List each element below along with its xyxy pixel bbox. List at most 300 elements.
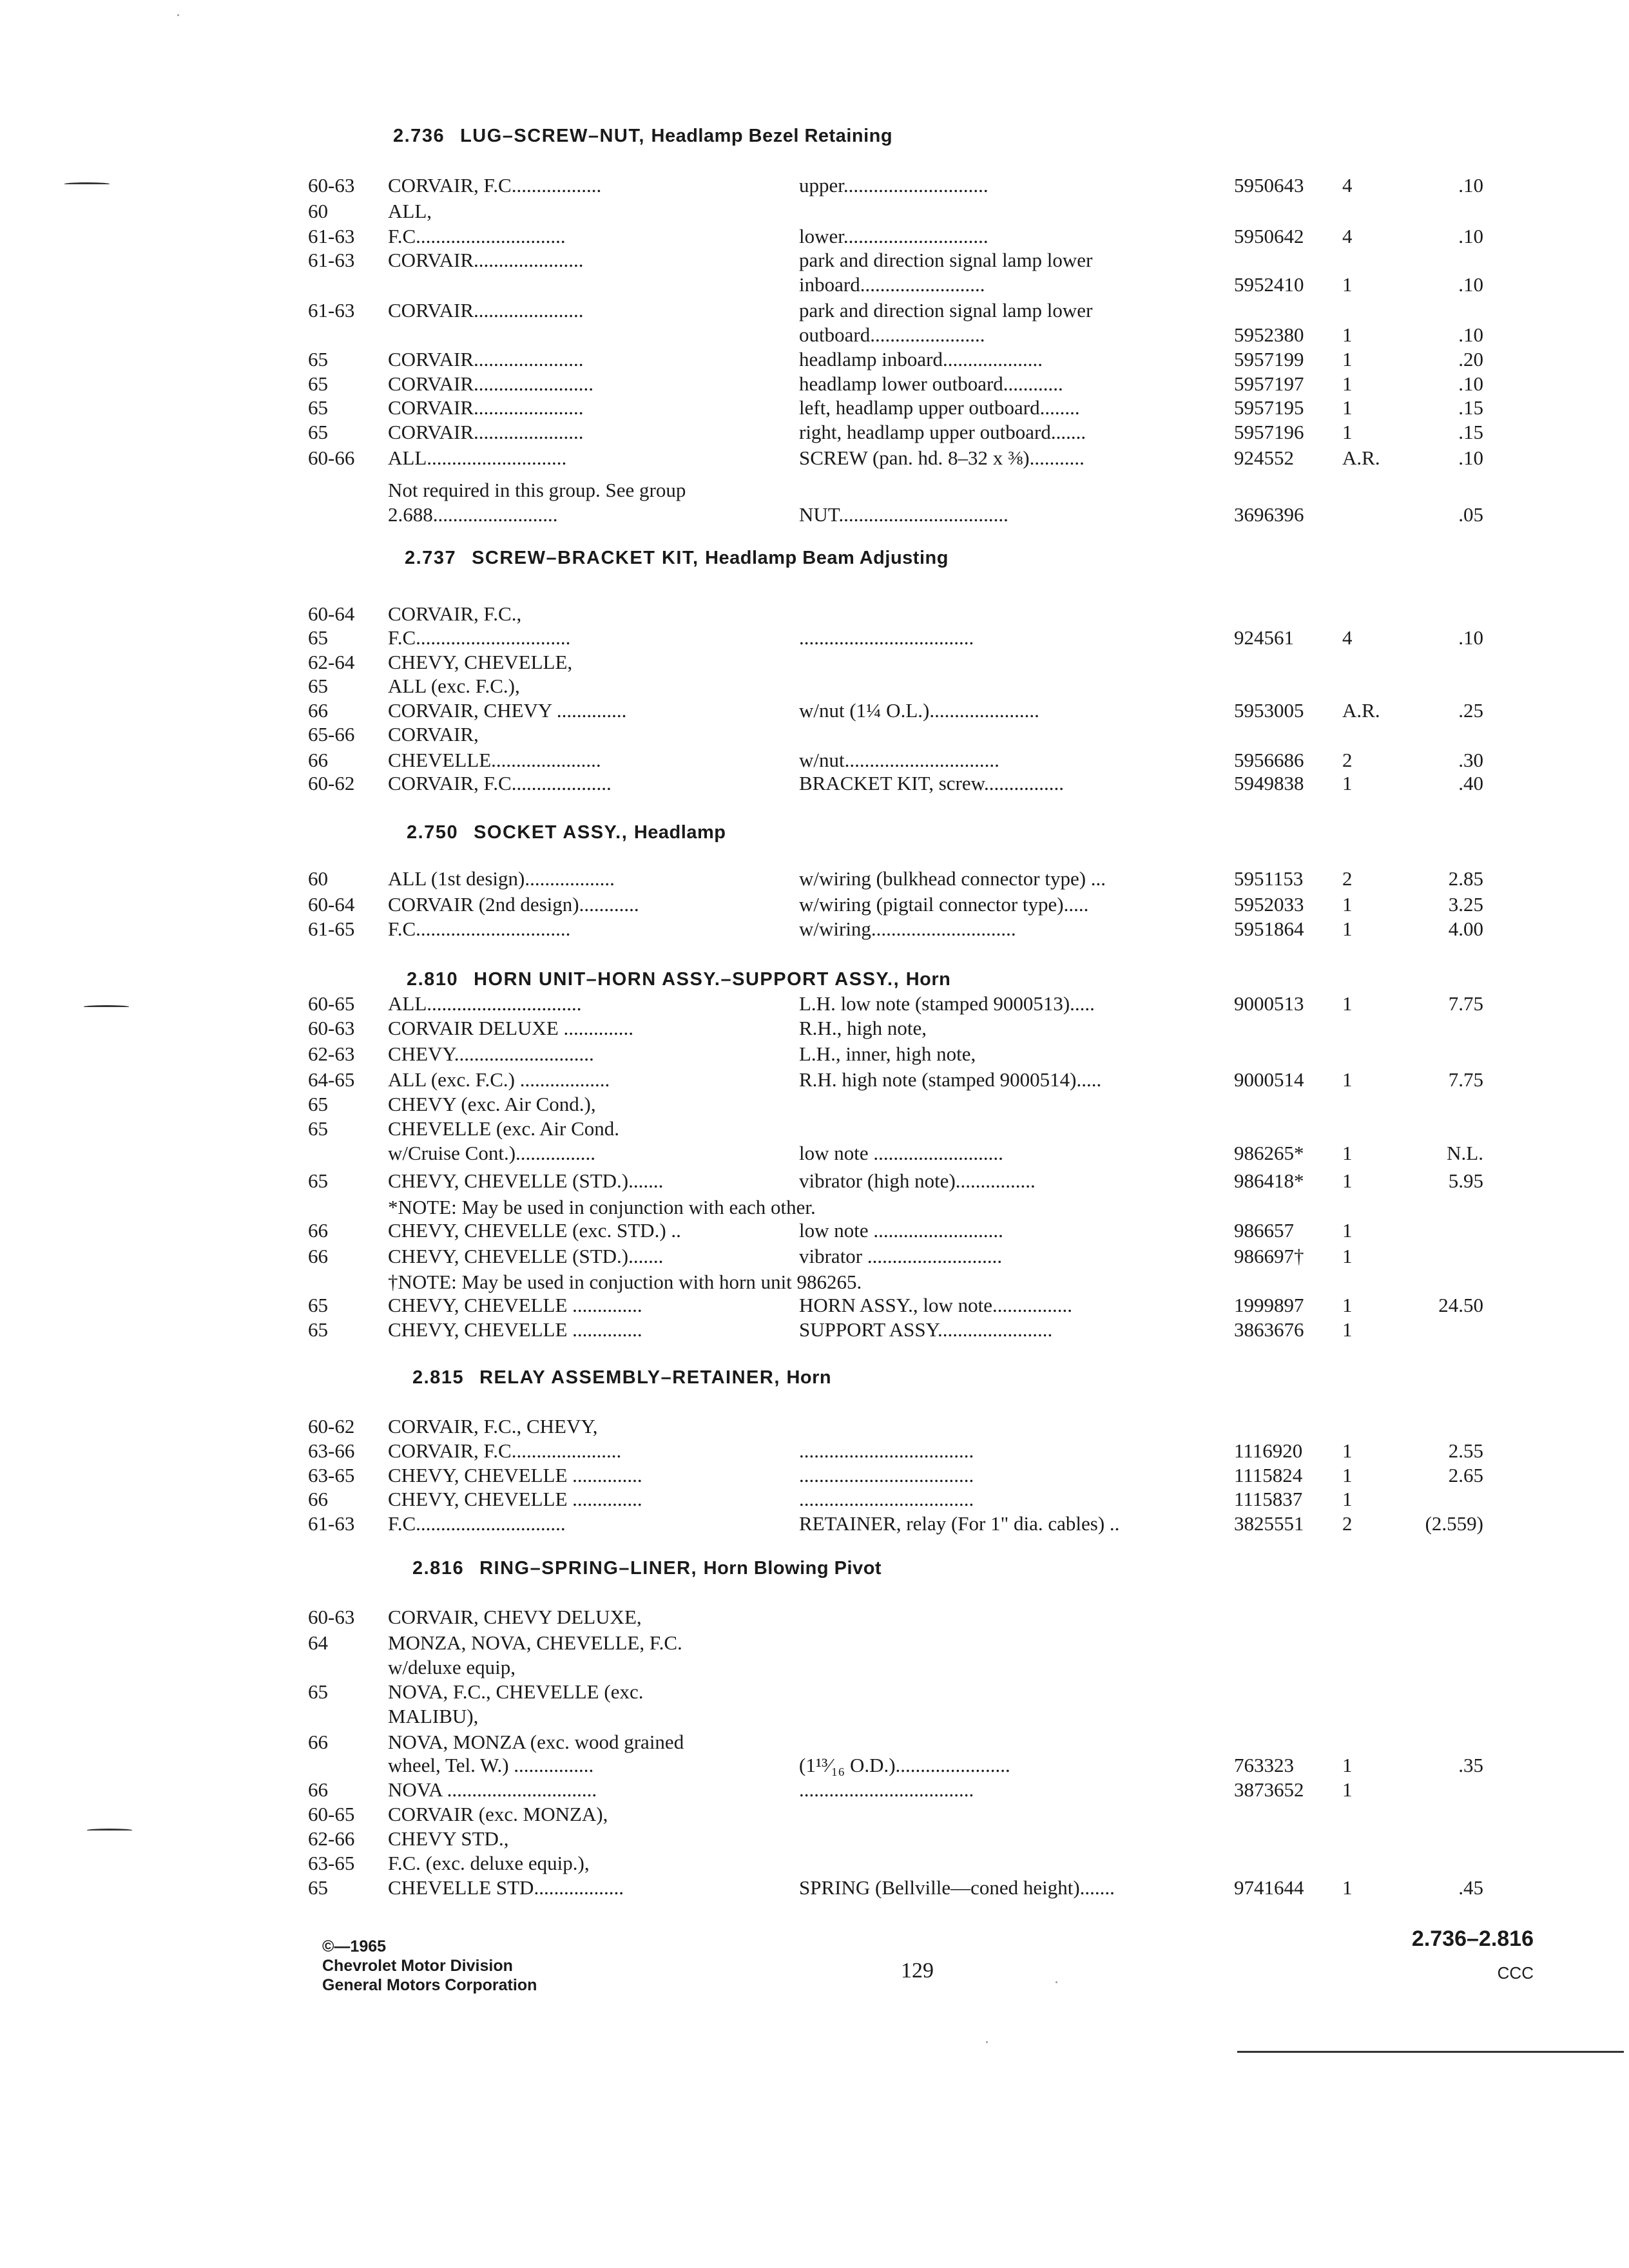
quantity: 1 <box>1342 1754 1353 1776</box>
part-number: 5952410 <box>1234 273 1304 296</box>
model: CORVAIR, F.C.................. <box>388 174 602 197</box>
description: headlamp inboard.................... <box>799 348 1043 370</box>
model-year: 65 <box>308 396 328 419</box>
price: 2.65 <box>1448 1464 1483 1486</box>
quantity: 1 <box>1342 421 1353 443</box>
model-year: 60-62 <box>308 772 355 794</box>
model: NOVA, MONZA (exc. wood grained <box>388 1731 684 1753</box>
description: w/nut (1¼ O.L.)...................... <box>799 699 1039 722</box>
list-item <box>0 200 1629 224</box>
price: .15 <box>1458 396 1483 419</box>
model: CHEVY STD., <box>388 1827 509 1850</box>
corporation: General Motors Corporation <box>322 1976 537 1994</box>
quantity: 1 <box>1342 1464 1353 1486</box>
model-year: 65-66 <box>308 723 355 745</box>
description: NUT.................................. <box>799 503 1008 526</box>
list-item <box>0 699 1629 724</box>
description: lower............................. <box>799 225 988 247</box>
list-item <box>0 1876 1629 1901</box>
list-item <box>0 1705 1629 1729</box>
quantity: 1 <box>1342 273 1353 296</box>
model: w/deluxe equip, <box>388 1656 516 1678</box>
list-item <box>0 1656 1629 1680</box>
model: CORVAIR DELUXE .............. <box>388 1017 634 1039</box>
section-number: 2.816 <box>412 1558 465 1579</box>
model: CHEVELLE (exc. Air Cond. <box>388 1117 620 1140</box>
section-heading <box>405 548 949 569</box>
part-number: 5951864 <box>1234 918 1304 940</box>
model: CORVAIR (exc. MONZA), <box>388 1803 608 1825</box>
list-item <box>0 174 1629 198</box>
model-year: 60 <box>308 200 328 222</box>
price: 24.50 <box>1438 1294 1483 1316</box>
model-year: 63-65 <box>308 1464 355 1486</box>
model-year: 65 <box>308 372 328 395</box>
price: (2.559) <box>1425 1512 1483 1535</box>
list-item <box>0 602 1629 627</box>
list-item <box>0 1093 1629 1117</box>
model: CHEVY, CHEVELLE .............. <box>388 1488 642 1510</box>
section-number: 2.810 <box>407 969 459 990</box>
list-item <box>0 1318 1629 1343</box>
list-item <box>0 992 1629 1017</box>
list-item <box>0 1294 1629 1318</box>
model: CORVAIR...................... <box>388 348 584 370</box>
list-item <box>0 626 1629 651</box>
model: ALL (exc. F.C.), <box>388 675 520 697</box>
part-number: 763323 <box>1234 1754 1294 1776</box>
part-number: 986265* <box>1234 1142 1304 1164</box>
model: CORVAIR...................... <box>388 396 584 419</box>
part-number: 986657 <box>1234 1219 1294 1242</box>
price: .40 <box>1458 772 1483 794</box>
list-item <box>0 249 1629 273</box>
list-item <box>0 675 1629 699</box>
description: ................................... <box>799 1464 974 1486</box>
price: N.L. <box>1447 1142 1483 1164</box>
section-subtitle: Headlamp <box>633 822 726 843</box>
section-subtitle: Horn <box>786 1367 832 1388</box>
list-item <box>0 225 1629 249</box>
part-number: 1116920 <box>1234 1439 1303 1462</box>
list-item <box>0 893 1629 918</box>
model-year: 62-64 <box>308 651 355 673</box>
punch-mark <box>87 1829 132 1832</box>
model: CHEVY, CHEVELLE (exc. STD.) .. <box>388 1219 681 1242</box>
description: vibrator (high note)................ <box>799 1169 1036 1192</box>
description: SCREW (pan. hd. 8–32 x ⅜)........... <box>799 447 1084 469</box>
quantity: 4 <box>1342 225 1353 247</box>
quantity: 1 <box>1342 1318 1353 1341</box>
description: SPRING (Bellville—coned height)....... <box>799 1876 1115 1899</box>
section-number: 2.736 <box>393 126 445 146</box>
part-number: 9000513 <box>1234 992 1304 1015</box>
part-number: 5950643 <box>1234 174 1304 197</box>
model-year: 64 <box>308 1631 328 1654</box>
model-year: 66 <box>308 749 328 771</box>
description: (1¹³⁄₁₆ O.D.)....................... <box>799 1754 1010 1776</box>
section-title: SCREW–BRACKET KIT, <box>472 548 699 568</box>
description: left, headlamp upper outboard........ <box>799 396 1080 419</box>
list-item <box>0 1043 1629 1067</box>
description: SUPPORT ASSY....................... <box>799 1318 1053 1341</box>
quantity: A.R. <box>1342 699 1380 722</box>
model: CHEVY, CHEVELLE .............. <box>388 1318 642 1341</box>
list-item <box>0 1631 1629 1656</box>
catalog-code: CCC <box>1497 1963 1534 1983</box>
section-heading <box>407 822 726 843</box>
model-year: 66 <box>308 1488 328 1510</box>
part-number: 1115837 <box>1234 1488 1303 1510</box>
price: .10 <box>1458 372 1483 395</box>
price: .10 <box>1458 323 1483 346</box>
model: ALL, <box>388 200 432 222</box>
model-year: 65 <box>308 626 328 649</box>
part-number: 9741644 <box>1234 1876 1304 1899</box>
price: 2.85 <box>1448 867 1483 890</box>
price: .10 <box>1458 626 1483 649</box>
model-year: 60-64 <box>308 602 355 625</box>
section-subtitle: Horn Blowing Pivot <box>703 1558 882 1579</box>
list-item <box>0 1271 1629 1295</box>
price: 2.55 <box>1448 1439 1483 1462</box>
quantity: 1 <box>1342 1876 1353 1899</box>
model-year: 65 <box>308 1294 328 1316</box>
list-item <box>0 1606 1629 1630</box>
quantity: 1 <box>1342 1778 1353 1801</box>
list-item <box>0 1827 1629 1852</box>
list-item <box>0 723 1629 747</box>
group-range-block <box>1379 1927 1534 1983</box>
list-item <box>0 421 1629 445</box>
model: CORVAIR...................... <box>388 299 584 322</box>
part-number: 5950642 <box>1234 225 1304 247</box>
description: low note .......................... <box>799 1219 1003 1242</box>
model: F.C.............................. <box>388 225 566 247</box>
part-number: 986697† <box>1234 1245 1304 1267</box>
list-item <box>0 1142 1629 1166</box>
model-year: 60-66 <box>308 447 355 469</box>
part-number: 986418* <box>1234 1169 1304 1192</box>
list-item <box>0 1464 1629 1488</box>
model: F.C............................... <box>388 626 571 649</box>
list-item <box>0 273 1629 298</box>
model: CHEVY, CHEVELLE, <box>388 651 573 673</box>
description: w/wiring (pigtail connector type)..... <box>799 893 1089 916</box>
model-year: 65 <box>308 1169 328 1192</box>
model-year: 60-65 <box>308 992 355 1015</box>
list-item <box>0 1778 1629 1803</box>
description: vibrator ........................... <box>799 1245 1003 1267</box>
part-number: 3825551 <box>1234 1512 1304 1535</box>
part-number: 5952033 <box>1234 893 1304 916</box>
model: F.C. (exc. deluxe equip.), <box>388 1852 590 1874</box>
section-subtitle: Headlamp Bezel Retaining <box>651 126 893 146</box>
list-item <box>0 867 1629 892</box>
model-year: 60-64 <box>308 893 355 916</box>
model-year: 60-65 <box>308 1803 355 1825</box>
model-year: 60 <box>308 867 328 890</box>
list-item <box>0 372 1629 397</box>
model-year: 65 <box>308 675 328 697</box>
description: w/nut............................... <box>799 749 999 771</box>
part-number: 5951153 <box>1234 867 1304 890</box>
description: ................................... <box>799 1439 974 1462</box>
publisher-block <box>322 1937 537 1995</box>
list-item <box>0 651 1629 675</box>
section-title: RELAY ASSEMBLY–RETAINER, <box>479 1367 780 1388</box>
price: .15 <box>1458 421 1483 443</box>
model: CHEVELLE STD.................. <box>388 1876 624 1899</box>
list-item <box>0 1245 1629 1269</box>
part-number: 924561 <box>1234 626 1294 649</box>
description: upper............................. <box>799 174 988 197</box>
model: NOVA .............................. <box>388 1778 597 1801</box>
description: inboard......................... <box>799 273 985 296</box>
model: CORVAIR, F.C., CHEVY, <box>388 1415 598 1437</box>
section-subtitle: Headlamp Beam Adjusting <box>705 548 949 568</box>
model-year: 61-63 <box>308 249 355 271</box>
speck <box>986 2041 988 2043</box>
punch-mark <box>84 1005 129 1008</box>
quantity: 1 <box>1342 1245 1353 1267</box>
part-number: 9000514 <box>1234 1068 1304 1091</box>
list-item <box>0 1196 1629 1220</box>
quantity: 1 <box>1342 1169 1353 1192</box>
model: ALL............................... <box>388 992 582 1015</box>
list-item <box>0 749 1629 773</box>
model-year: 64-65 <box>308 1068 355 1091</box>
section-number: 2.750 <box>407 822 459 843</box>
part-number: 5952380 <box>1234 323 1304 346</box>
list-item <box>0 447 1629 471</box>
quantity: 1 <box>1342 1068 1353 1091</box>
model: CORVAIR...................... <box>388 421 584 443</box>
description: outboard....................... <box>799 323 985 346</box>
model: CHEVELLE...................... <box>388 749 601 771</box>
list-item <box>0 323 1629 348</box>
model: †NOTE: May be used in conjuction with horn unit 986265. <box>388 1271 862 1293</box>
quantity: 2 <box>1342 1512 1353 1535</box>
description: L.H. low note (stamped 9000513)..... <box>799 992 1095 1015</box>
section-heading <box>393 126 892 147</box>
page-number: 129 <box>901 1959 934 1983</box>
model: wheel, Tel. W.) ................ <box>388 1754 594 1776</box>
list-item <box>0 1488 1629 1512</box>
price: .25 <box>1458 699 1483 722</box>
model: CORVAIR, <box>388 723 479 745</box>
quantity: 2 <box>1342 867 1353 890</box>
model: CORVAIR, F.C...................... <box>388 1439 622 1462</box>
model-year: 66 <box>308 699 328 722</box>
price: .05 <box>1458 503 1483 526</box>
price: 7.75 <box>1448 1068 1483 1091</box>
description: R.H. high note (stamped 9000514)..... <box>799 1068 1102 1091</box>
section-heading <box>407 969 950 990</box>
section-heading <box>412 1367 831 1389</box>
model-year: 61-63 <box>308 299 355 322</box>
price: .30 <box>1458 749 1483 771</box>
quantity: 1 <box>1342 1439 1353 1462</box>
part-number: 3696396 <box>1234 503 1304 526</box>
description: park and direction signal lamp lower <box>799 249 1093 271</box>
description: right, headlamp upper outboard....... <box>799 421 1086 443</box>
division: Chevrolet Motor Division <box>322 1957 513 1975</box>
price: .10 <box>1458 225 1483 247</box>
description: R.H., high note, <box>799 1017 927 1039</box>
model-year: 65 <box>308 1318 328 1341</box>
model-year: 61-63 <box>308 225 355 247</box>
model: MONZA, NOVA, CHEVELLE, F.C. <box>388 1631 682 1654</box>
model: *NOTE: May be used in conjunction with each other. <box>388 1196 816 1218</box>
quantity: A.R. <box>1342 447 1380 469</box>
part-number: 924552 <box>1234 447 1294 469</box>
list-item <box>0 1169 1629 1194</box>
part-number: 3873652 <box>1234 1778 1304 1801</box>
quantity: 1 <box>1342 323 1353 346</box>
model-year: 66 <box>308 1245 328 1267</box>
list-item <box>0 1852 1629 1876</box>
part-number: 5957197 <box>1234 372 1304 395</box>
model-year: 61-63 <box>308 1512 355 1535</box>
list-item <box>0 918 1629 942</box>
price: 7.75 <box>1448 992 1483 1015</box>
quantity: 1 <box>1342 1219 1353 1242</box>
speck <box>177 14 179 16</box>
price: .20 <box>1458 348 1483 370</box>
part-number: 5957199 <box>1234 348 1304 370</box>
description: ................................... <box>799 1778 974 1801</box>
model-year: 65 <box>308 1117 328 1140</box>
quantity: 1 <box>1342 893 1353 916</box>
list-item <box>0 1117 1629 1142</box>
model-year: 66 <box>308 1778 328 1801</box>
description: low note .......................... <box>799 1142 1003 1164</box>
description: RETAINER, relay (For 1" dia. cables) .. <box>799 1512 1120 1535</box>
model-year: 60-62 <box>308 1415 355 1437</box>
model: ALL............................ <box>388 447 567 469</box>
list-item <box>0 1219 1629 1244</box>
quantity: 1 <box>1342 772 1353 794</box>
model: CHEVY (exc. Air Cond.), <box>388 1093 596 1115</box>
list-item <box>0 479 1629 503</box>
part-number: 1115824 <box>1234 1464 1303 1486</box>
price: 5.95 <box>1448 1169 1483 1192</box>
list-item <box>0 1439 1629 1464</box>
model: F.C............................... <box>388 918 571 940</box>
model: ALL (1st design).................. <box>388 867 615 890</box>
price: 4.00 <box>1448 918 1483 940</box>
quantity: 1 <box>1342 396 1353 419</box>
list-item <box>0 299 1629 323</box>
quantity: 1 <box>1342 992 1353 1015</box>
model: Not required in this group. See group <box>388 479 686 501</box>
model: NOVA, F.C., CHEVELLE (exc. <box>388 1680 644 1703</box>
part-number: 5957196 <box>1234 421 1304 443</box>
list-item <box>0 772 1629 796</box>
quantity: 1 <box>1342 348 1353 370</box>
quantity: 2 <box>1342 749 1353 771</box>
list-item <box>0 1512 1629 1537</box>
part-number: 1999897 <box>1234 1294 1304 1316</box>
list-item <box>0 1068 1629 1093</box>
model: F.C.............................. <box>388 1512 566 1535</box>
model-year: 65 <box>308 1876 328 1899</box>
description: HORN ASSY., low note................ <box>799 1294 1073 1316</box>
edge-rule <box>1237 2051 1624 2053</box>
model: CHEVY, CHEVELLE (STD.)....... <box>388 1169 664 1192</box>
model: CORVAIR, F.C.................... <box>388 772 612 794</box>
group-range: 2.736–2.816 <box>1411 1927 1534 1951</box>
model: CHEVY, CHEVELLE (STD.)....... <box>388 1245 664 1267</box>
description: ................................... <box>799 1488 974 1510</box>
part-number: 5956686 <box>1234 749 1304 771</box>
description: L.H., inner, high note, <box>799 1043 976 1065</box>
model-year: 65 <box>308 421 328 443</box>
model-year: 66 <box>308 1219 328 1242</box>
model: CORVAIR........................ <box>388 372 594 395</box>
price: 3.25 <box>1448 893 1483 916</box>
quantity: 1 <box>1342 1294 1353 1316</box>
list-item <box>0 1731 1629 1755</box>
price: .10 <box>1458 447 1483 469</box>
model: CHEVY............................ <box>388 1043 594 1065</box>
quantity: 1 <box>1342 372 1353 395</box>
list-item <box>0 1803 1629 1827</box>
list-item <box>0 1680 1629 1705</box>
description: w/wiring (bulkhead connector type) ... <box>799 867 1106 890</box>
part-number: 5957195 <box>1234 396 1304 419</box>
section-subtitle: Horn <box>905 969 951 990</box>
model-year: 65 <box>308 1093 328 1115</box>
model: CORVAIR...................... <box>388 249 584 271</box>
model-year: 61-65 <box>308 918 355 940</box>
list-item <box>0 1017 1629 1041</box>
model-year: 60-63 <box>308 1606 355 1628</box>
model-year: 62-63 <box>308 1043 355 1065</box>
price: .35 <box>1458 1754 1483 1776</box>
section-title: RING–SPRING–LINER, <box>479 1558 698 1579</box>
list-item <box>0 396 1629 421</box>
part-number: 5953005 <box>1234 699 1304 722</box>
model-year: 62-66 <box>308 1827 355 1850</box>
price: .10 <box>1458 174 1483 197</box>
description: ................................... <box>799 626 974 649</box>
model: CORVAIR, CHEVY .............. <box>388 699 627 722</box>
section-title: HORN UNIT–HORN ASSY.–SUPPORT ASSY., <box>474 969 900 990</box>
model-year: 63-65 <box>308 1852 355 1874</box>
section-heading <box>412 1558 882 1579</box>
list-item <box>0 1754 1629 1778</box>
model-year: 66 <box>308 1731 328 1753</box>
description: headlamp lower outboard............ <box>799 372 1063 395</box>
section-title: LUG–SCREW–NUT, <box>460 126 645 146</box>
description: park and direction signal lamp lower <box>799 299 1093 322</box>
speck <box>1055 1981 1057 1983</box>
quantity: 4 <box>1342 174 1353 197</box>
copyright: ©—1965 <box>322 1937 387 1956</box>
model-year: 65 <box>308 348 328 370</box>
model: CORVAIR, F.C., <box>388 602 522 625</box>
quantity: 1 <box>1342 1488 1353 1510</box>
part-number: 5949838 <box>1234 772 1304 794</box>
section-number: 2.815 <box>412 1367 465 1388</box>
model-year: 60-63 <box>308 174 355 197</box>
list-item <box>0 503 1629 528</box>
model-year: 65 <box>308 1680 328 1703</box>
quantity: 4 <box>1342 626 1353 649</box>
description: w/wiring............................. <box>799 918 1016 940</box>
